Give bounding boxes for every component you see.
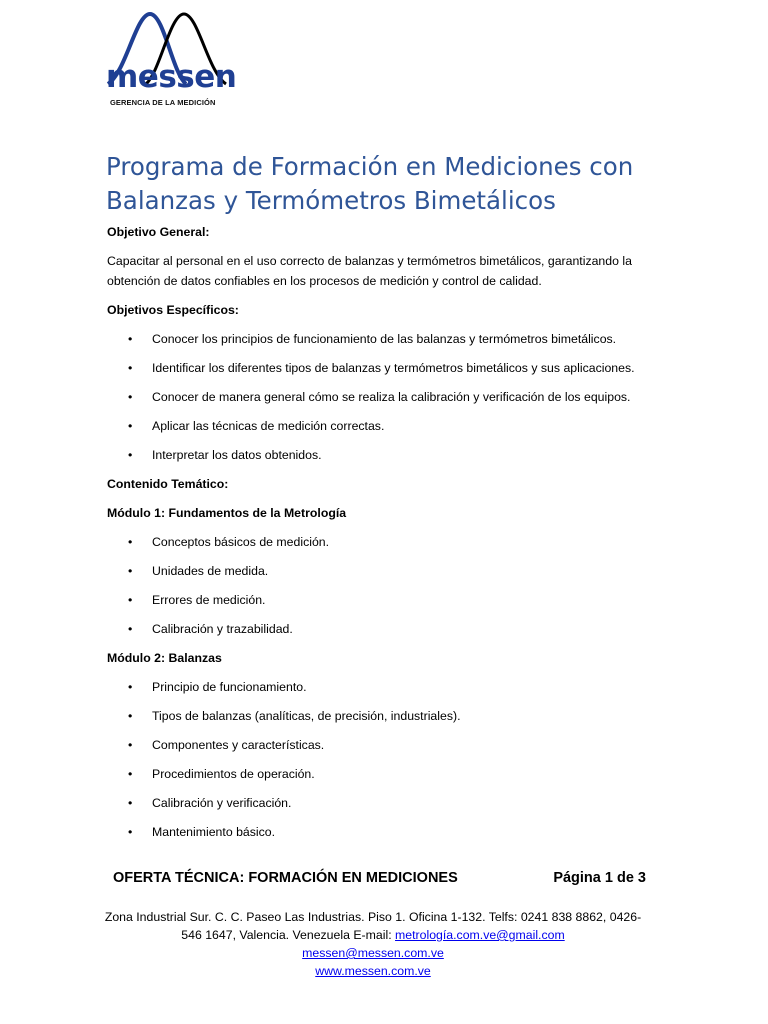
list-item: • Componentes y características. <box>128 738 325 752</box>
website-link[interactable]: www.messen.com.ve <box>315 964 431 978</box>
footer-title: OFERTA TÉCNICA: FORMACIÓN EN MEDICIONES <box>113 870 458 886</box>
list-item: • Procedimientos de operación. <box>128 767 315 781</box>
list-item: • Calibración y trazabilidad. <box>128 622 293 636</box>
list-item: • Unidades de medida. <box>128 564 269 578</box>
list-item: • Conocer los principios de funcionamiento de las balanzas y termómetros bimetálicos. <box>128 332 617 346</box>
objective-text: Capacitar al personal en el uso correcto de balanzas y termómetros bimetálicos, garantizando la obtención de datos confiables en los procesos de medición y control de calidad. <box>107 254 632 288</box>
list-item: • Errores de medición. <box>128 593 266 607</box>
specific-objectives-heading: Objetivos Específicos: <box>107 303 239 317</box>
content-heading: Contenido Temático: <box>107 477 229 491</box>
logo-tagline: GERENCIA DE LA MEDICIÓN <box>110 98 216 107</box>
module1-heading: Módulo 1: Fundamentos de la Metrología <box>107 506 347 520</box>
page-title: Programa de Formación en Mediciones con Balanzas y Termómetros Bimetálicos <box>106 152 634 215</box>
list-item: • Conceptos básicos de medición. <box>128 535 330 549</box>
list-item: • Principio de funcionamiento. <box>128 680 307 694</box>
footer-address <box>100 908 646 980</box>
specific-objectives-list <box>107 329 667 474</box>
list-item: • Calibración y verificación. <box>128 796 292 810</box>
page-footer <box>113 870 646 886</box>
document-body <box>107 222 667 851</box>
list-item: • Conocer de manera general cómo se realiza la calibración y verificación de los equipos. <box>128 390 631 404</box>
module2-list <box>107 677 667 851</box>
module1-list <box>107 532 667 648</box>
logo-wordmark: messen <box>106 59 237 95</box>
module2-heading: Módulo 2: Balanzas <box>107 651 222 665</box>
address-text: Zona Industrial Sur. C. C. Paseo Las Industrias. Piso 1. Oficina 1-132. Telfs: 0241 838 8862, 0426-546 1647, Valencia. Venezuela E-mail: <box>104 910 642 942</box>
list-item: • Tipos de balanzas (analíticas, de precisión, industriales). <box>128 709 461 723</box>
page-number: Página 1 de 3 <box>553 870 646 886</box>
list-item: • Interpretar los datos obtenidos. <box>128 448 322 462</box>
list-item: • Aplicar las técnicas de medición correctas. <box>128 419 385 433</box>
list-item: • Identificar los diferentes tipos de balanzas y termómetros bimetálicos y sus aplicaciones. <box>128 361 635 375</box>
objective-heading: Objetivo General: <box>107 225 210 239</box>
email-link-messen[interactable]: messen@messen.com.ve <box>302 946 444 960</box>
list-item: • Mantenimiento básico. <box>128 825 276 839</box>
email-link-metrologia[interactable]: metrología.com.ve@gmail.com <box>395 928 565 942</box>
